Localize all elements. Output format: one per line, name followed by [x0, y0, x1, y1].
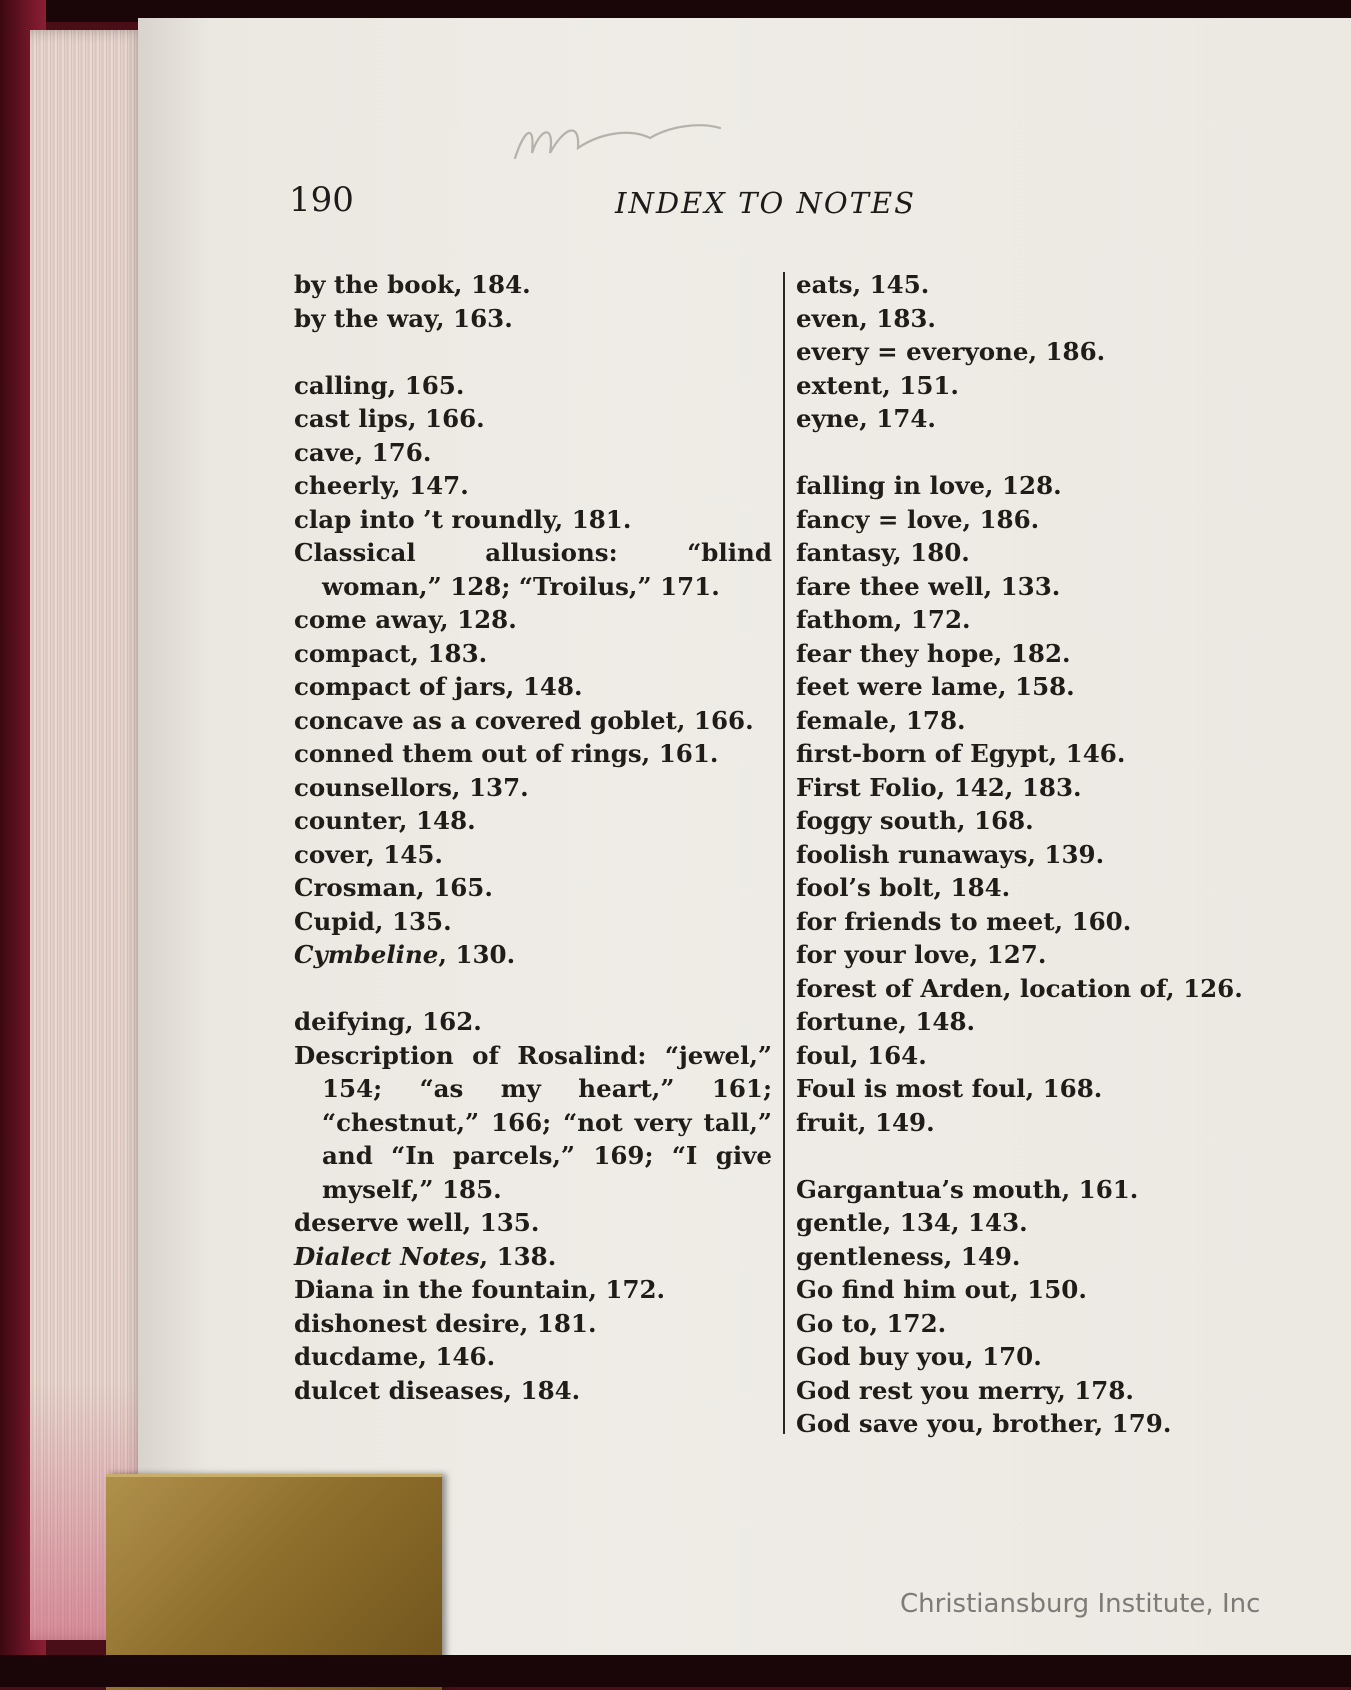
index-entry: Go find him out, 150. [796, 1275, 1087, 1304]
watermark: Christiansburg Institute, Inc [900, 1589, 1261, 1619]
index-entry: God save you, brother, 179. [796, 1409, 1172, 1438]
index-entry: ducdame, 146. [294, 1342, 496, 1371]
index-entry: compact of jars, 148. [294, 672, 583, 701]
index-entry: Cupid, 135. [294, 906, 452, 936]
index-entry: first-born of Egypt, 146. [796, 739, 1126, 768]
index-entry: God rest you merry, 178. [796, 1375, 1134, 1405]
index-entry: Gargantua’s mouth, 161. [796, 1174, 1139, 1204]
index-entry: cheerly, 147. [294, 471, 469, 500]
index-entry: Foul is most foul, 168. [796, 1074, 1103, 1103]
index-entry: calling, 165. [294, 370, 465, 400]
index-entry: compact, 183. [294, 638, 488, 668]
index-entry: Go to, 172. [796, 1308, 947, 1338]
page-number: 190 [289, 180, 354, 220]
index-entry-pages: , 138. [479, 1241, 557, 1271]
index-entry: fruit, 149. [796, 1107, 935, 1137]
index-entry: counsellors, 137. [294, 772, 529, 802]
index-entry: feet were lame, 158. [796, 672, 1075, 701]
index-entry: female, 178. [796, 705, 966, 735]
index-entry: Description of Rosalind: “jewel,” 154; “as my heart,” 161; “chestnut,” 166; “not very tall,” and “In parcels,” 169; “I give myself,” 185. [294, 1040, 772, 1204]
index-gap [294, 335, 772, 369]
index-gap [796, 1139, 1276, 1173]
index-entry-title: Dialect Notes [294, 1241, 480, 1271]
index-entry: counter, 148. [294, 806, 476, 835]
index-entry: conned them out of rings, 161. [294, 739, 719, 768]
index-entry: forest of Arden, location of, 126. [796, 973, 1243, 1003]
index-entry [294, 1240, 772, 1274]
index-entry: for your love, 127. [796, 940, 1047, 969]
index-entry: foul, 164. [796, 1040, 927, 1070]
index-entry: for friends to meet, 160. [796, 906, 1132, 936]
index-entry: eats, 145. [796, 270, 930, 299]
running-head: INDEX TO NOTES [615, 186, 916, 220]
index-entry: First Folio, 142, 183. [796, 772, 1082, 802]
index-entry: eyne, 174. [796, 404, 936, 433]
index-entry: cave, 176. [294, 437, 432, 467]
index-entry: extent, 151. [796, 370, 959, 400]
index-entry: fear they hope, 182. [796, 638, 1071, 668]
column-divider [783, 272, 785, 1434]
index-entry: clap into ’t roundly, 181. [294, 504, 632, 534]
index-entry: by the way, 163. [294, 303, 513, 333]
index-entry: fathom, 172. [796, 605, 971, 634]
index-entry: Diana in the fountain, 172. [294, 1275, 666, 1304]
index-entry: foolish runaways, 139. [796, 839, 1105, 869]
pencil-scribble [510, 108, 725, 168]
index-entry: foggy south, 168. [796, 806, 1034, 835]
index-entry: falling in love, 128. [796, 471, 1062, 500]
index-entry: dishonest desire, 181. [294, 1308, 597, 1338]
index-entry: Crosman, 165. [294, 873, 493, 902]
index-entry: fancy = love, 186. [796, 504, 1040, 534]
index-column-left [294, 268, 772, 1407]
index-entry: God buy you, 170. [796, 1342, 1042, 1371]
index-entry: dulcet diseases, 184. [294, 1375, 581, 1405]
index-column-right [796, 268, 1276, 1441]
index-gap [294, 972, 772, 1006]
index-entry: fool’s bolt, 184. [796, 873, 1011, 902]
index-entry: even, 183. [796, 303, 936, 333]
index-entry: deserve well, 135. [294, 1208, 540, 1237]
index-entry-title: Cymbeline [294, 940, 439, 969]
index-entry: deifying, 162. [294, 1007, 482, 1036]
index-entry-pages: , 130. [438, 940, 516, 969]
index-entry: fantasy, 180. [796, 538, 970, 567]
index-entry: cover, 145. [294, 839, 443, 869]
index-gap [796, 436, 1276, 470]
index-entry: fare thee well, 133. [796, 571, 1061, 601]
index-entry: every = everyone, 186. [796, 337, 1106, 366]
book-cover-bottom [0, 1655, 1351, 1687]
index-entry: gentle, 134, 143. [796, 1208, 1028, 1237]
index-entry: fortune, 148. [796, 1007, 976, 1036]
index-entry: come away, 128. [294, 605, 517, 634]
index-entry: concave as a covered goblet, 166. [294, 705, 754, 735]
index-entry [294, 938, 772, 972]
index-entry: cast lips, 166. [294, 404, 485, 433]
index-entry: by the book, 184. [294, 270, 531, 299]
index-entry: gentleness, 149. [796, 1241, 1021, 1271]
index-entry: Classical allusions: “blind woman,” 128; “Troilus,” 171. [294, 538, 772, 601]
